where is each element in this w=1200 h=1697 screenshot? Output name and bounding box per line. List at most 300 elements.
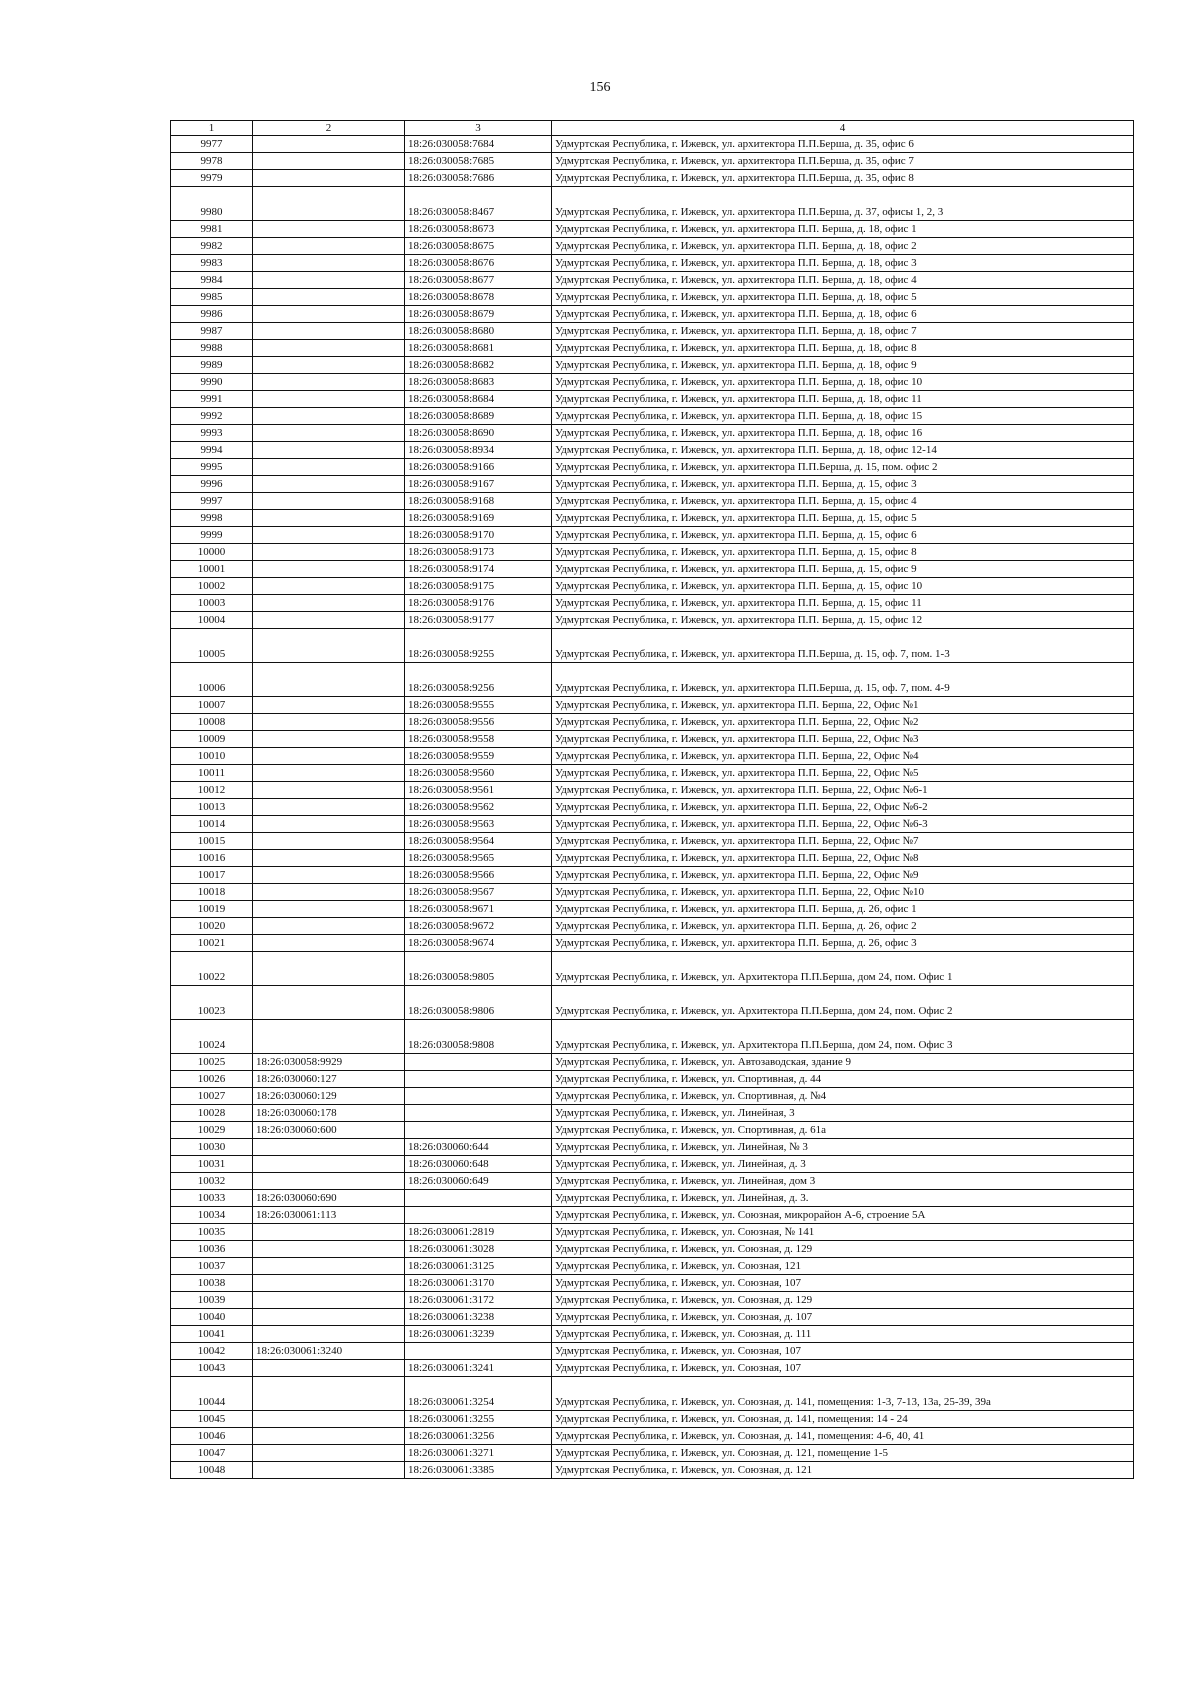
cadastral-number-col2-cell [253,476,405,493]
table-row [171,884,1134,901]
table-header-row [171,121,1134,136]
cadastral-number-col3-cell [405,1207,552,1224]
cadastral-number-col3-cell: 18:26:030058:8467 [405,187,552,221]
cadastral-number-col2-cell [253,272,405,289]
row-number-cell: 10041 [171,1326,253,1343]
cadastral-number-col3-cell: 18:26:030058:9170 [405,527,552,544]
cadastral-number-col2-cell [253,425,405,442]
cadastral-number-col3-cell: 18:26:030058:9560 [405,765,552,782]
row-number-cell: 9978 [171,153,253,170]
table-row [171,952,1134,986]
row-number-cell: 9977 [171,136,253,153]
cadastral-number-col2-cell [253,408,405,425]
cadastral-number-col2-cell [253,935,405,952]
row-number-cell: 10044 [171,1377,253,1411]
cadastral-number-col3-cell [405,1071,552,1088]
row-number-cell: 10038 [171,1275,253,1292]
cadastral-number-col3-cell: 18:26:030058:9674 [405,935,552,952]
row-number-cell: 9999 [171,527,253,544]
cadastral-number-col2-cell: 18:26:030060:690 [253,1190,405,1207]
row-number-cell: 10028 [171,1105,253,1122]
page-number: 156 [589,80,611,95]
cadastral-number-col2-cell [253,816,405,833]
table-row [171,1258,1134,1275]
row-number-cell: 10007 [171,697,253,714]
row-number-cell: 10011 [171,765,253,782]
table-row [171,1462,1134,1479]
address-cell: Удмуртская Республика, г. Ижевск, ул. архитектора П.П. Берша, д. 18, офис 4 [552,272,1134,289]
address-cell: Удмуртская Республика, г. Ижевск, ул. архитектора П.П. Берша, д. 18, офис 9 [552,357,1134,374]
table-row [171,1088,1134,1105]
cadastral-number-col3-cell: 18:26:030060:649 [405,1173,552,1190]
cadastral-number-col3-cell: 18:26:030061:3255 [405,1411,552,1428]
cadastral-number-col3-cell: 18:26:030058:8682 [405,357,552,374]
row-number-cell: 9987 [171,323,253,340]
address-cell: Удмуртская Республика, г. Ижевск, ул. Спортивная, д. 61а [552,1122,1134,1139]
cadastral-number-col2-cell: 18:26:030060:127 [253,1071,405,1088]
table-row [171,1377,1134,1411]
row-number-cell: 10030 [171,1139,253,1156]
table-row [171,408,1134,425]
cadastral-number-col2-cell [253,629,405,663]
cadastral-number-col2-cell [253,136,405,153]
cadastral-number-col3-cell: 18:26:030058:9559 [405,748,552,765]
cadastral-number-col2-cell [253,663,405,697]
cadastral-number-col2-cell [253,442,405,459]
address-cell: Удмуртская Республика, г. Ижевск, ул. архитектора П.П.Берша, д. 15, оф. 7, пом. 1-3 [552,629,1134,663]
cadastral-number-col2-cell: 18:26:030060:129 [253,1088,405,1105]
address-cell: Удмуртская Республика, г. Ижевск, ул. архитектора П.П. Берша, д. 18, офис 1 [552,221,1134,238]
row-number-cell: 10009 [171,731,253,748]
cadastral-number-col3-cell: 18:26:030058:8679 [405,306,552,323]
address-cell: Удмуртская Республика, г. Ижевск, ул. архитектора П.П. Берша, д. 18, офис 10 [552,374,1134,391]
row-number-cell: 10043 [171,1360,253,1377]
row-number-cell: 10018 [171,884,253,901]
table-row [171,629,1134,663]
table-row [171,1360,1134,1377]
table-row [171,306,1134,323]
address-cell: Удмуртская Республика, г. Ижевск, ул. Линейная, дом 3 [552,1173,1134,1190]
row-number-cell: 10029 [171,1122,253,1139]
row-number-cell: 10024 [171,1020,253,1054]
table-row [171,867,1134,884]
cadastral-number-col2-cell: 18:26:030061:113 [253,1207,405,1224]
table-row [171,1139,1134,1156]
cadastral-number-col3-cell: 18:26:030061:3238 [405,1309,552,1326]
row-number-cell: 9989 [171,357,253,374]
address-cell: Удмуртская Республика, г. Ижевск, ул. архитектора П.П.Берша, д. 37, офисы 1, 2, 3 [552,187,1134,221]
cadastral-number-col3-cell: 18:26:030058:8690 [405,425,552,442]
cadastral-number-col3-cell: 18:26:030061:3271 [405,1445,552,1462]
table-row [171,1190,1134,1207]
cadastral-number-col2-cell [253,901,405,918]
table-row [171,255,1134,272]
address-cell: Удмуртская Республика, г. Ижевск, ул. архитектора П.П. Берша, д. 15, офис 12 [552,612,1134,629]
table-row [171,1275,1134,1292]
cadastral-number-col2-cell [253,561,405,578]
address-cell: Удмуртская Республика, г. Ижевск, ул. архитектора П.П. Берша, д. 15, офис 5 [552,510,1134,527]
cadastral-number-col2-cell: 18:26:030060:600 [253,1122,405,1139]
cadastral-number-col3-cell: 18:26:030058:8683 [405,374,552,391]
cadastral-number-col3-cell: 18:26:030058:9555 [405,697,552,714]
address-cell: Удмуртская Республика, г. Ижевск, ул. архитектора П.П. Берша, 22, Офис №8 [552,850,1134,867]
cadastral-number-col2-cell [253,1224,405,1241]
cadastral-number-col3-cell: 18:26:030058:9672 [405,918,552,935]
cadastral-number-col2-cell [253,510,405,527]
row-number-cell: 10047 [171,1445,253,1462]
address-cell: Удмуртская Республика, г. Ижевск, ул. архитектора П.П. Берша, д. 15, офис 6 [552,527,1134,544]
table-row [171,1020,1134,1054]
cadastral-number-col3-cell: 18:26:030058:9256 [405,663,552,697]
cadastral-number-col3-cell: 18:26:030058:9169 [405,510,552,527]
cadastral-number-col3-cell: 18:26:030058:7684 [405,136,552,153]
cadastral-number-col2-cell [253,221,405,238]
table-body [171,136,1134,1479]
address-cell: Удмуртская Республика, г. Ижевск, ул. архитектора П.П. Берша, 22, Офис №10 [552,884,1134,901]
address-cell: Удмуртская Республика, г. Ижевск, ул. архитектора П.П.Берша, д. 35, офис 8 [552,170,1134,187]
table-row [171,357,1134,374]
row-number-cell: 10034 [171,1207,253,1224]
cadastral-number-col2-cell [253,1292,405,1309]
cadastral-number-col3-cell: 18:26:030061:3028 [405,1241,552,1258]
cadastral-number-col3-cell: 18:26:030058:9564 [405,833,552,850]
row-number-cell: 10037 [171,1258,253,1275]
address-cell: Удмуртская Республика, г. Ижевск, ул. архитектора П.П. Берша, д. 18, офис 7 [552,323,1134,340]
address-cell: Удмуртская Республика, г. Ижевск, ул. архитектора П.П. Берша, д. 18, офис 11 [552,391,1134,408]
cadastral-number-col2-cell [253,153,405,170]
cadastral-number-col2-cell [253,1258,405,1275]
row-number-cell: 10020 [171,918,253,935]
row-number-cell: 9982 [171,238,253,255]
cadastral-number-col2-cell [253,1156,405,1173]
address-cell: Удмуртская Республика, г. Ижевск, ул. Союзная, д. 129 [552,1292,1134,1309]
address-cell: Удмуртская Республика, г. Ижевск, ул. Союзная, № 141 [552,1224,1134,1241]
address-cell: Удмуртская Республика, г. Ижевск, ул. архитектора П.П. Берша, д. 26, офис 2 [552,918,1134,935]
table-row [171,986,1134,1020]
table-row [171,510,1134,527]
cadastral-number-col2-cell [253,1462,405,1479]
table-row [171,612,1134,629]
address-cell: Удмуртская Республика, г. Ижевск, ул. Союзная, 107 [552,1343,1134,1360]
cadastral-number-col2-cell [253,782,405,799]
cadastral-number-col3-cell: 18:26:030058:9563 [405,816,552,833]
table-row [171,391,1134,408]
cadastral-number-col2-cell: 18:26:030061:3240 [253,1343,405,1360]
table-row [171,442,1134,459]
address-cell: Удмуртская Республика, г. Ижевск, ул. Союзная, д. 107 [552,1309,1134,1326]
cadastral-number-col2-cell [253,986,405,1020]
table-row [171,1105,1134,1122]
table-row [171,136,1134,153]
cadastral-number-col2-cell [253,867,405,884]
cadastral-number-col3-cell: 18:26:030058:9168 [405,493,552,510]
row-number-cell: 10000 [171,544,253,561]
row-number-cell: 10003 [171,595,253,612]
table-row [171,1207,1134,1224]
table-row [171,1343,1134,1360]
cadastral-number-col3-cell: 18:26:030058:9174 [405,561,552,578]
address-cell: Удмуртская Республика, г. Ижевск, ул. архитектора П.П.Берша, д. 15, оф. 7, пом. 4-9 [552,663,1134,697]
address-cell: Удмуртская Республика, г. Ижевск, ул. архитектора П.П.Берша, д. 35, офис 7 [552,153,1134,170]
row-number-cell: 10016 [171,850,253,867]
cadastral-number-col2-cell [253,306,405,323]
row-number-cell: 10014 [171,816,253,833]
address-cell: Удмуртская Республика, г. Ижевск, ул. архитектора П.П. Берша, д. 15, офис 3 [552,476,1134,493]
table-row [171,153,1134,170]
row-number-cell: 9997 [171,493,253,510]
cadastral-number-col3-cell: 18:26:030058:9566 [405,867,552,884]
table-row [171,1224,1134,1241]
row-number-cell: 9996 [171,476,253,493]
cadastral-number-col3-cell [405,1122,552,1139]
address-cell: Удмуртская Республика, г. Ижевск, ул. Линейная, № 3 [552,1139,1134,1156]
table-row [171,221,1134,238]
cadastral-number-col2-cell [253,1326,405,1343]
cadastral-number-col3-cell: 18:26:030058:9561 [405,782,552,799]
cadastral-number-col3-cell: 18:26:030058:9567 [405,884,552,901]
table-row [171,782,1134,799]
row-number-cell: 10006 [171,663,253,697]
table-row [171,1156,1134,1173]
row-number-cell: 10008 [171,714,253,731]
table-row [171,1292,1134,1309]
row-number-cell: 9990 [171,374,253,391]
cadastral-number-col3-cell: 18:26:030058:8680 [405,323,552,340]
cadastral-number-col2-cell [253,748,405,765]
row-number-cell: 9994 [171,442,253,459]
address-cell: Удмуртская Республика, г. Ижевск, ул. архитектора П.П. Берша, 22, Офис №1 [552,697,1134,714]
address-cell: Удмуртская Республика, г. Ижевск, ул. архитектора П.П. Берша, д. 18, офис 3 [552,255,1134,272]
cadastral-number-col3-cell: 18:26:030058:9562 [405,799,552,816]
row-number-cell: 10010 [171,748,253,765]
cadastral-number-col2-cell [253,1139,405,1156]
row-number-cell: 10004 [171,612,253,629]
address-cell: Удмуртская Республика, г. Ижевск, ул. Союзная, микрорайон А-6, строение 5А [552,1207,1134,1224]
cadastral-number-col2-cell [253,187,405,221]
address-cell: Удмуртская Республика, г. Ижевск, ул. архитектора П.П. Берша, д. 15, офис 9 [552,561,1134,578]
row-number-cell: 9980 [171,187,253,221]
cadastral-number-col2-cell [253,799,405,816]
cadastral-number-col3-cell: 18:26:030058:9565 [405,850,552,867]
cadastral-number-col3-cell: 18:26:030058:9255 [405,629,552,663]
cadastral-number-col2-cell [253,1241,405,1258]
cadastral-number-col3-cell: 18:26:030058:8689 [405,408,552,425]
row-number-cell: 10046 [171,1428,253,1445]
address-cell: Удмуртская Республика, г. Ижевск, ул. Союзная, д. 129 [552,1241,1134,1258]
table-row [171,459,1134,476]
cadastral-number-col2-cell [253,493,405,510]
table-row [171,714,1134,731]
row-number-cell: 10012 [171,782,253,799]
cadastral-number-col2-cell [253,238,405,255]
row-number-cell: 10025 [171,1054,253,1071]
address-cell: Удмуртская Республика, г. Ижевск, ул. архитектора П.П. Берша, 22, Офис №2 [552,714,1134,731]
cadastral-number-col3-cell: 18:26:030058:9558 [405,731,552,748]
row-number-cell: 10027 [171,1088,253,1105]
address-cell: Удмуртская Республика, г. Ижевск, ул. Союзная, д. 121, помещение 1-5 [552,1445,1134,1462]
row-number-cell: 10032 [171,1173,253,1190]
address-cell: Удмуртская Республика, г. Ижевск, ул. архитектора П.П. Берша, д. 18, офис 2 [552,238,1134,255]
row-number-cell: 10013 [171,799,253,816]
row-number-cell: 9979 [171,170,253,187]
column-header-3: 3 [405,121,552,136]
address-cell: Удмуртская Республика, г. Ижевск, ул. архитектора П.П. Берша, д. 18, офис 8 [552,340,1134,357]
cadastral-number-col2-cell [253,1360,405,1377]
address-cell: Удмуртская Республика, г. Ижевск, ул. Линейная, д. 3 [552,1156,1134,1173]
cadastral-number-col2-cell [253,255,405,272]
cadastral-number-col2-cell [253,1428,405,1445]
address-cell: Удмуртская Республика, г. Ижевск, ул. архитектора П.П. Берша, д. 18, офис 15 [552,408,1134,425]
cadastral-number-col2-cell [253,1445,405,1462]
table-row [171,901,1134,918]
table-row [171,340,1134,357]
cadastral-number-col3-cell: 18:26:030058:8678 [405,289,552,306]
table-row [171,731,1134,748]
cadastral-number-col2-cell [253,374,405,391]
cadastral-number-col3-cell: 18:26:030058:8677 [405,272,552,289]
address-cell: Удмуртская Республика, г. Ижевск, ул. Спортивная, д. №4 [552,1088,1134,1105]
table-row [171,697,1134,714]
cadastral-number-col2-cell [253,1309,405,1326]
table-row [171,544,1134,561]
table-row [171,1411,1134,1428]
table-row [171,323,1134,340]
table-row [171,476,1134,493]
row-number-cell: 10048 [171,1462,253,1479]
row-number-cell: 9998 [171,510,253,527]
cadastral-number-col2-cell [253,1377,405,1411]
address-cell: Удмуртская Республика, г. Ижевск, ул. Союзная, 121 [552,1258,1134,1275]
row-number-cell: 10001 [171,561,253,578]
address-cell: Удмуртская Республика, г. Ижевск, ул. архитектора П.П. Берша, 22, Офис №4 [552,748,1134,765]
table-row [171,1071,1134,1088]
cadastral-number-col2-cell [253,1275,405,1292]
address-cell: Удмуртская Республика, г. Ижевск, ул. Линейная, 3 [552,1105,1134,1122]
table-row [171,527,1134,544]
table-row [171,833,1134,850]
table-row [171,935,1134,952]
row-number-cell: 10005 [171,629,253,663]
cadastral-number-col2-cell [253,544,405,561]
cadastral-number-col2-cell [253,1020,405,1054]
table-row [171,374,1134,391]
address-cell: Удмуртская Республика, г. Ижевск, ул. Союзная, д. 141, помещения: 14 - 24 [552,1411,1134,1428]
address-cell: Удмуртская Республика, г. Ижевск, ул. Союзная, 107 [552,1360,1134,1377]
cadastral-number-col2-cell [253,850,405,867]
cadastral-number-col3-cell: 18:26:030058:7686 [405,170,552,187]
row-number-cell: 10040 [171,1309,253,1326]
cadastral-number-col3-cell: 18:26:030058:8934 [405,442,552,459]
cadastral-number-col3-cell: 18:26:030058:8675 [405,238,552,255]
row-number-cell: 10023 [171,986,253,1020]
row-number-cell: 9991 [171,391,253,408]
address-cell: Удмуртская Республика, г. Ижевск, ул. архитектора П.П. Берша, 22, Офис №3 [552,731,1134,748]
address-cell: Удмуртская Республика, г. Ижевск, ул. Автозаводская, здание 9 [552,1054,1134,1071]
cadastral-number-col3-cell: 18:26:030058:9808 [405,1020,552,1054]
row-number-cell: 9985 [171,289,253,306]
table-row [171,238,1134,255]
address-cell: Удмуртская Республика, г. Ижевск, ул. Союзная, д. 141, помещения: 1-3, 7-13, 13а, 25-39, 39а [552,1377,1134,1411]
address-cell: Удмуртская Республика, г. Ижевск, ул. Союзная, д. 121 [552,1462,1134,1479]
table-row [171,799,1134,816]
row-number-cell: 10033 [171,1190,253,1207]
table-row [171,1309,1134,1326]
column-header-4: 4 [552,121,1134,136]
address-cell: Удмуртская Республика, г. Ижевск, ул. архитектора П.П. Берша, д. 15, офис 4 [552,493,1134,510]
cadastral-number-col3-cell: 18:26:030058:9177 [405,612,552,629]
address-cell: Удмуртская Республика, г. Ижевск, ул. архитектора П.П.Берша, д. 15, пом. офис 2 [552,459,1134,476]
cadastral-number-col2-cell [253,459,405,476]
cadastral-number-col2-cell [253,289,405,306]
cadastral-number-col3-cell: 18:26:030060:648 [405,1156,552,1173]
address-cell: Удмуртская Республика, г. Ижевск, ул. архитектора П.П. Берша, 22, Офис №6-2 [552,799,1134,816]
address-cell: Удмуртская Республика, г. Ижевск, ул. архитектора П.П. Берша, д. 26, офис 3 [552,935,1134,952]
address-cell: Удмуртская Республика, г. Ижевск, ул. архитектора П.П. Берша, д. 18, офис 5 [552,289,1134,306]
cadastral-number-col2-cell [253,595,405,612]
cadastral-number-col2-cell: 18:26:030058:9929 [253,1054,405,1071]
address-cell: Удмуртская Республика, г. Ижевск, ул. Архитектора П.П.Берша, дом 24, пом. Офис 1 [552,952,1134,986]
cadastral-number-col3-cell: 18:26:030058:7685 [405,153,552,170]
cadastral-number-col2-cell [253,714,405,731]
address-cell: Удмуртская Республика, г. Ижевск, ул. Архитектора П.П.Берша, дом 24, пом. Офис 2 [552,986,1134,1020]
address-cell: Удмуртская Республика, г. Ижевск, ул. архитектора П.П. Берша, 22, Офис №7 [552,833,1134,850]
registry-table [170,120,1134,1479]
table-row [171,918,1134,935]
cadastral-number-col3-cell: 18:26:030061:3254 [405,1377,552,1411]
table-row [171,748,1134,765]
address-cell: Удмуртская Республика, г. Ижевск, ул. архитектора П.П. Берша, д. 18, офис 6 [552,306,1134,323]
table-row [171,289,1134,306]
address-cell: Удмуртская Республика, г. Ижевск, ул. архитектора П.П. Берша, д. 18, офис 16 [552,425,1134,442]
cadastral-number-col3-cell: 18:26:030058:9166 [405,459,552,476]
address-cell: Удмуртская Республика, г. Ижевск, ул. Союзная, д. 111 [552,1326,1134,1343]
cadastral-number-col3-cell: 18:26:030061:3239 [405,1326,552,1343]
cadastral-number-col3-cell: 18:26:030058:9671 [405,901,552,918]
row-number-cell: 9986 [171,306,253,323]
address-cell: Удмуртская Республика, г. Ижевск, ул. архитектора П.П. Берша, д. 18, офис 12-14 [552,442,1134,459]
cadastral-number-col3-cell: 18:26:030061:2819 [405,1224,552,1241]
address-cell: Удмуртская Республика, г. Ижевск, ул. архитектора П.П. Берша, д. 15, офис 11 [552,595,1134,612]
address-cell: Удмуртская Республика, г. Ижевск, ул. Союзная, 107 [552,1275,1134,1292]
cadastral-number-col2-cell [253,833,405,850]
row-number-cell: 10017 [171,867,253,884]
cadastral-number-col3-cell: 18:26:030061:3170 [405,1275,552,1292]
row-number-cell: 10019 [171,901,253,918]
table-row [171,1173,1134,1190]
cadastral-number-col2-cell [253,323,405,340]
cadastral-number-col2-cell [253,884,405,901]
row-number-cell: 9984 [171,272,253,289]
cadastral-number-col2-cell [253,731,405,748]
cadastral-number-col3-cell: 18:26:030061:3125 [405,1258,552,1275]
cadastral-number-col2-cell [253,952,405,986]
cadastral-number-col3-cell: 18:26:030058:9167 [405,476,552,493]
table-row [171,850,1134,867]
cadastral-number-col2-cell [253,357,405,374]
row-number-cell: 9981 [171,221,253,238]
table-row [171,272,1134,289]
cadastral-number-col2-cell [253,1173,405,1190]
row-number-cell: 10035 [171,1224,253,1241]
cadastral-number-col3-cell [405,1190,552,1207]
table-row [171,1428,1134,1445]
address-cell: Удмуртская Республика, г. Ижевск, ул. архитектора П.П. Берша, 22, Офис №5 [552,765,1134,782]
cadastral-number-col3-cell: 18:26:030061:3241 [405,1360,552,1377]
cadastral-number-col3-cell: 18:26:030061:3256 [405,1428,552,1445]
cadastral-number-col2-cell [253,391,405,408]
row-number-cell: 10036 [171,1241,253,1258]
cadastral-number-col2-cell [253,765,405,782]
